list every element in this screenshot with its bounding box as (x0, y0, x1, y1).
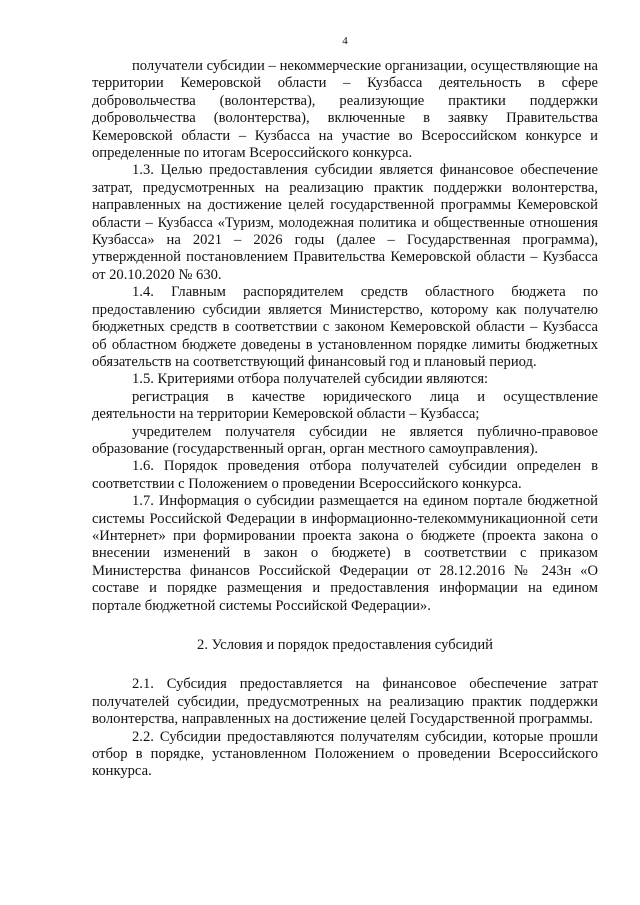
body-text-before-heading (92, 58, 598, 615)
paragraph-2-1: 2.1. Субсидия предоставляется на финансовое обеспечение затрат получателей субсидии, предусмотренных на реализацию практик поддержки волонтерства, направленных на достижение целей Государственной программы. (92, 676, 598, 728)
spacer (92, 615, 598, 637)
page-number: 4 (342, 35, 348, 47)
paragraph-2-2: 2.2. Субсидии предоставляются получателям субсидии, которые прошли отбор в порядке, установленном Положением о проведении Всероссийского конкурса. (92, 728, 598, 780)
paragraph-1-3: 1.3. Целью предоставления субсидии является финансовое обеспечение затрат, предусмотренных на реализацию практик поддержки волонтерства, направленных на достижение целей государственной программы Кемеровской области – Кузбасса «Туризм, молодежная политика и общественные отношения Кузбасса» на 2021 – 2026 годы (далее – Государственная программа), утвержденной постановлением Правительства Кемеровской области – Кузбасса от 20.10.2020 № 630. (92, 162, 598, 283)
paragraph-recipients: получатели субсидии – некоммерческие организации, осуществляющие на территории Кемеровской области – Кузбасса деятельность в сфере добровольчества (волонтерства), реализующие практики поддержки добровольчества (волонтерства), включенные в заявку Правительства Кемеровской области – Кузбасса на участие во Всероссийском конкурсе и определенные по итогам Всероссийского конкурса. (92, 58, 598, 162)
paragraph-1-7: 1.7. Информация о субсидии размещается на едином портале бюджетной системы Российской Федерации в информационно-телекоммуникационной сети «Интернет» при формировании проекта закона о бюджете (проекта закона о внесении изменений в закон о бюджете) в соответствии с приказом Министерства финансов Российской Федерации от 28.12.2016 № 243н «О составе и порядке размещения и предоставления информации на едином портале бюджетной системы Российской Федерации». (92, 493, 598, 614)
spacer (92, 654, 598, 676)
paragraph-1-4: 1.4. Главным распорядителем средств областного бюджета по предоставлению субсидии является Министерство, которому как получателю бюджетных средств в соответствии с законом Кемеровской области – Кузбасса об областном бюджете доведены в установленном порядке лимиты бюджетных обязательств на соответствующий финансовый год и плановый период. (92, 284, 598, 370)
document-page (92, 34, 598, 781)
paragraph-1-5: 1.5. Критериями отбора получателей субсидии являются: (132, 371, 489, 388)
body-text-after-heading (92, 676, 598, 780)
paragraph-criterion-founder: учредителем получателя субсидии не является публично-правовое образование (государственный орган, орган местного самоуправления). (92, 423, 598, 457)
paragraph-1-6: 1.6. Порядок проведения отбора получателей субсидии определен в соответствии с Положением о проведении Всероссийского конкурса. (92, 458, 598, 492)
section-heading: 2. Условия и порядок предоставления субсидий (197, 637, 493, 653)
paragraph-criterion-registration: регистрация в качестве юридического лица и осуществление деятельности на территории Кемеровской области – Кузбасса; (92, 388, 598, 423)
